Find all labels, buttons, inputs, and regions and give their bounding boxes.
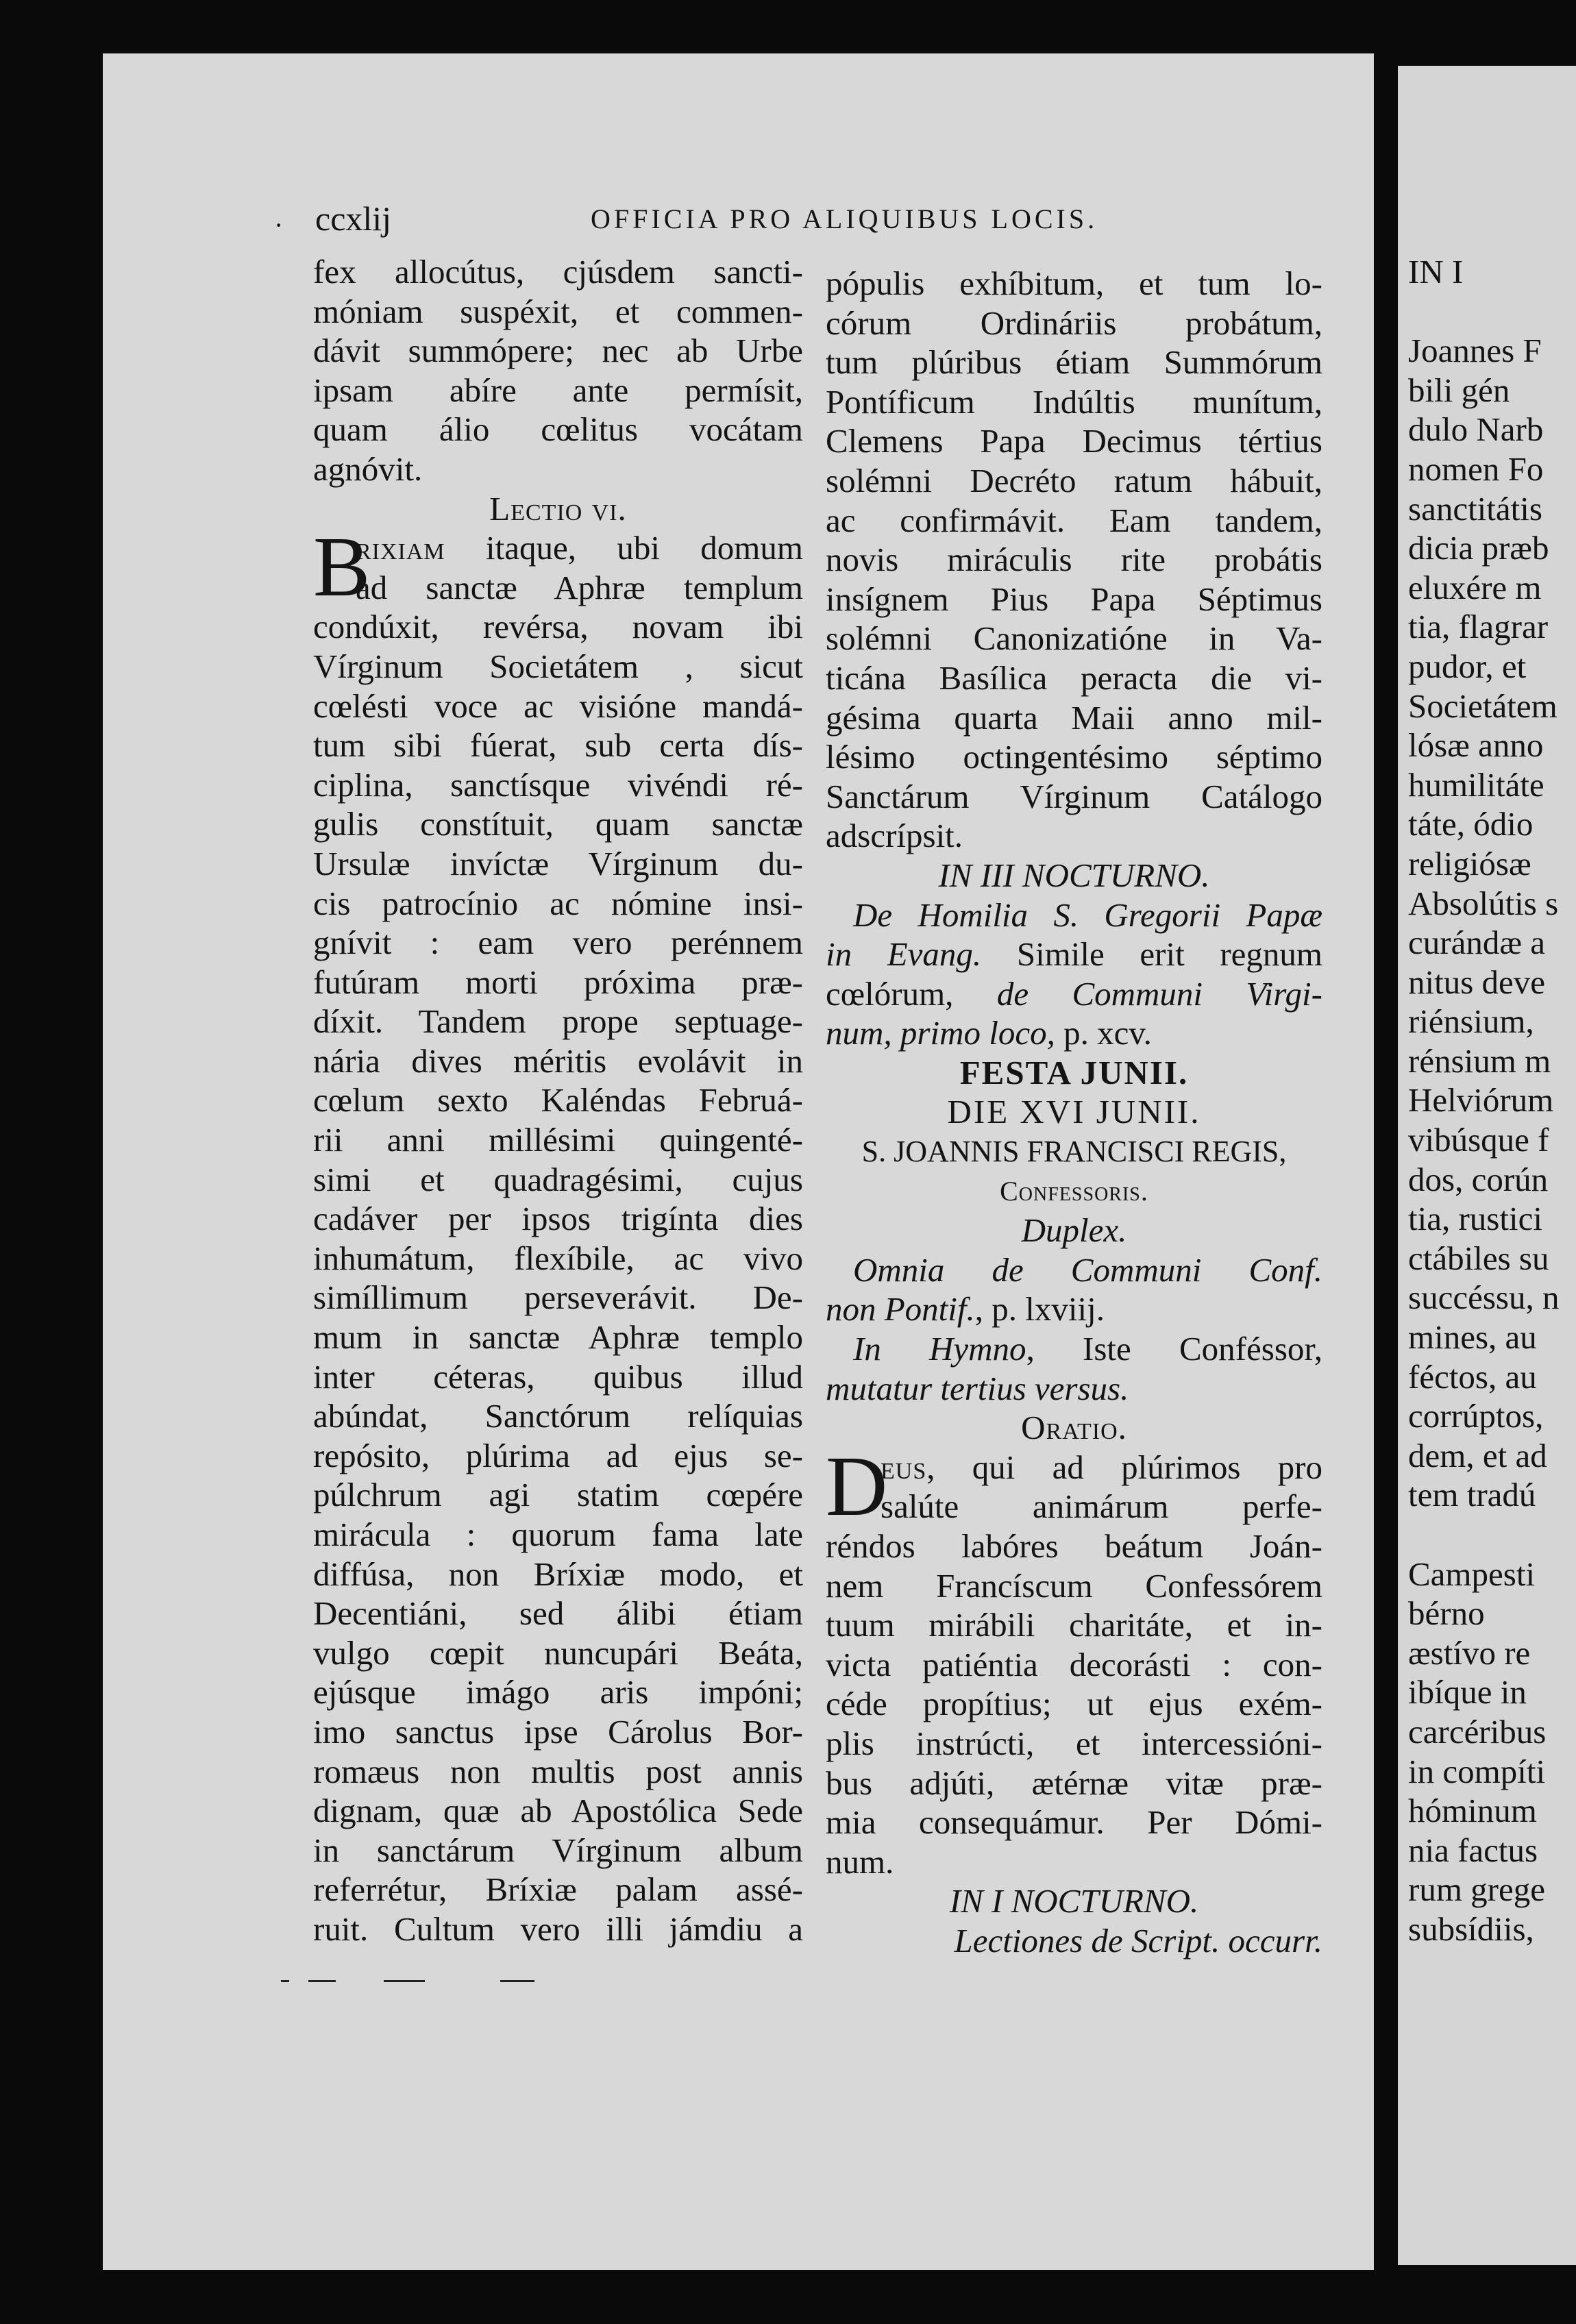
oratio-heading: Oratio. bbox=[1021, 1409, 1127, 1447]
rubric-common-cont: non Pontif. bbox=[826, 1290, 975, 1328]
text-line: nomen Fo bbox=[1408, 449, 1544, 488]
text-line: Sanctárum Vírginum Catálogo bbox=[826, 777, 1322, 815]
text-line: tia, rustici bbox=[1408, 1200, 1542, 1238]
text-line: dem, et ad bbox=[1408, 1436, 1547, 1474]
homily-incipit-cont: cœlórum, bbox=[826, 974, 997, 1013]
intro-paragraph bbox=[313, 252, 803, 489]
homily-page-ref: p. xcv. bbox=[1055, 1014, 1152, 1052]
text-line: dávit summópere; nec ab Urbe bbox=[313, 332, 803, 370]
text-line: gnívit : eam vero perénnem bbox=[313, 924, 803, 962]
lectio-continuation bbox=[826, 264, 1322, 856]
text-line: humilitáte bbox=[1408, 765, 1544, 804]
homily-source-cont: in Evang. bbox=[826, 935, 982, 974]
print-specks bbox=[281, 1980, 624, 1986]
text-line: rii anni millésimi quingenté- bbox=[313, 1121, 803, 1159]
text-line: Societátem bbox=[1408, 687, 1557, 725]
first-word: rixiam bbox=[356, 529, 445, 567]
left-column bbox=[313, 252, 803, 1949]
text-line: vulgo cœpit nuncupári Beáta, bbox=[313, 1633, 803, 1672]
rubric-line bbox=[826, 1329, 1322, 1369]
rubric-line bbox=[826, 1250, 1322, 1290]
text-line: gésima quarta Maii anno mil- bbox=[826, 698, 1322, 737]
text-line: victa patiéntia decorásti : con- bbox=[826, 1645, 1322, 1683]
nocturn-heading: IN III NOCTURNO. bbox=[938, 856, 1210, 894]
text-line: tuum mirábili charitáte, et in- bbox=[826, 1606, 1322, 1644]
text-line bbox=[313, 528, 803, 568]
text-line: táte, ódio bbox=[1408, 805, 1534, 843]
text-line: bérno bbox=[1408, 1594, 1485, 1633]
text-line: nitus deve bbox=[1408, 963, 1546, 1001]
text-line: céde propítius; ut ejus exém- bbox=[826, 1685, 1322, 1723]
text-line: fex allocútus, cjúsdem sancti- bbox=[313, 253, 803, 290]
text-line: mirácula : quorum fama late bbox=[313, 1516, 803, 1553]
homily-source: De Homilia S. Gregorii Papæ bbox=[853, 895, 1322, 934]
text-line: tem tradú bbox=[1408, 1476, 1536, 1514]
text-line: quam álio cœlitus vocátam bbox=[313, 410, 803, 449]
text-line: Clemens Papa Decimus tértius bbox=[826, 422, 1322, 460]
homily-common-ref: de Communi Virgi- bbox=[996, 974, 1322, 1013]
text-line: ejúsque imágo aris impóni; bbox=[313, 1673, 803, 1711]
text-line: púlchrum agi statim cœpére bbox=[313, 1476, 803, 1514]
text-line: nária dives méritis evolávit in bbox=[313, 1041, 803, 1080]
speck bbox=[500, 1980, 534, 1982]
homily-common-ref-cont: num, primo loco, bbox=[826, 1014, 1055, 1052]
text-line: riénsium, bbox=[1408, 1002, 1534, 1041]
text-line: pópulis exhíbitum, et tum lo- bbox=[826, 264, 1322, 302]
first-line-rest: , qui ad plúrimos pro bbox=[926, 1448, 1322, 1486]
text-line: cadáver per ipsos trigínta dies bbox=[313, 1200, 803, 1238]
running-head: OFFICIA PRO ALIQUIBUS LOCIS. bbox=[591, 203, 1098, 234]
text-line: féctos, au bbox=[1408, 1357, 1537, 1396]
text-line: Joannes F bbox=[1408, 332, 1542, 370]
dropcap-letter: B bbox=[313, 520, 371, 615]
facing-page-column bbox=[1408, 252, 1576, 1949]
lectio-heading: Lectio vi. bbox=[489, 489, 627, 528]
text-line: subsídiis, bbox=[1408, 1909, 1534, 1948]
text-line: simíllimum perseverávit. De- bbox=[313, 1278, 803, 1317]
text-line: corrúptos, bbox=[1408, 1397, 1544, 1435]
text-line: Campesti bbox=[1408, 1555, 1536, 1593]
text-line: bus adjúti, ætérnæ vitæ præ- bbox=[826, 1764, 1322, 1802]
rubric-line bbox=[826, 1289, 1322, 1329]
text-line: tum plúribus étiam Summórum bbox=[826, 343, 1322, 382]
text-line: dulo Narb bbox=[1408, 410, 1544, 449]
text-line: æstívo re bbox=[1408, 1633, 1531, 1672]
text-line: córum Ordináriis probátum, bbox=[826, 304, 1322, 342]
text-line: ipsam abíre ante permísit, bbox=[313, 371, 803, 409]
lectio-body bbox=[313, 607, 803, 1949]
text-line: novis miráculis rite probátis bbox=[826, 541, 1322, 579]
lectio-paragraph bbox=[313, 520, 803, 1949]
oratio-body bbox=[826, 1526, 1322, 1881]
text-line: futúram morti próxima præ- bbox=[313, 963, 803, 1001]
homily-line bbox=[826, 895, 1322, 935]
rubric-common: Omnia de Communi Conf. bbox=[853, 1250, 1322, 1289]
homily-line bbox=[826, 1013, 1322, 1053]
dropcap-letter: D bbox=[826, 1439, 888, 1534]
text-line: dos, corún bbox=[1408, 1160, 1549, 1198]
rubric-page-ref: , p. lxviij. bbox=[974, 1290, 1105, 1328]
feast-rank: Duplex. bbox=[1021, 1211, 1127, 1250]
text-line: romæus non multis post annis bbox=[313, 1752, 803, 1790]
text-line: Decentiáni, sed álibi étiam bbox=[313, 1594, 803, 1633]
text-line: mines, au bbox=[1408, 1318, 1537, 1357]
homily-incipit: Simile erit regnum bbox=[981, 935, 1322, 974]
text-line: tia, flagrar bbox=[1408, 608, 1549, 646]
text-line: ac confirmávit. Eam tandem, bbox=[826, 501, 1322, 539]
text-line: dignam, quæ ab Apostólica Sede bbox=[313, 1792, 803, 1830]
text-line: solémni Canonizatióne in Va- bbox=[826, 619, 1322, 658]
text-line: ciplina, sanctísque vivéndi ré- bbox=[313, 765, 803, 804]
text-line: repósito, plúrima ad ejus se- bbox=[313, 1436, 803, 1474]
text-line: lósæ anno bbox=[1408, 726, 1544, 765]
text-line: dicia præb bbox=[1408, 529, 1549, 567]
page-header bbox=[315, 199, 1370, 254]
text-line: imo sanctus ipse Cárolus Bor- bbox=[313, 1712, 803, 1751]
text-line: rénsium m bbox=[1408, 1041, 1551, 1080]
text-line: réndos labóres beátum Joán- bbox=[826, 1527, 1322, 1565]
feast-section-title: FESTA JUNII. bbox=[959, 1053, 1189, 1091]
text-line: mum in sanctæ Aphræ templo bbox=[313, 1318, 803, 1357]
text-line: Helviórum bbox=[1408, 1081, 1554, 1120]
text-line: vibúsque f bbox=[1408, 1121, 1549, 1159]
homily-line bbox=[826, 974, 1322, 1014]
speck bbox=[281, 1980, 289, 1982]
text-line: inter céteras, quibus illud bbox=[313, 1357, 803, 1396]
text-line: hóminum bbox=[1408, 1792, 1537, 1830]
text-line: inhumátum, flexíbile, ac vivo bbox=[313, 1239, 803, 1277]
text-line: pudor, et bbox=[1408, 647, 1527, 685]
text-line: carcéribus bbox=[1408, 1712, 1547, 1751]
text-line: abúndat, Sanctórum relíquias bbox=[313, 1397, 803, 1435]
speck bbox=[384, 1980, 425, 1982]
text-line: ad sanctæ Aphræ templum bbox=[356, 568, 803, 606]
rubric-line: mutatur tertius versus. bbox=[826, 1369, 1129, 1407]
text-line: cis patrocínio ac nómine insi- bbox=[313, 884, 803, 922]
text-line: sanctitátis bbox=[1408, 489, 1542, 528]
text-line: num. bbox=[826, 1842, 894, 1881]
text-line: diffúsa, non Bríxiæ modo, et bbox=[313, 1555, 803, 1593]
text-line bbox=[826, 1448, 1322, 1487]
text-line: condúxit, revérsa, novam ibi bbox=[313, 608, 803, 646]
saint-title: Confessoris. bbox=[1000, 1175, 1148, 1207]
text-line: ctábiles su bbox=[1408, 1239, 1549, 1277]
text-line: móniam suspéxit, et commen- bbox=[313, 292, 803, 330]
text-line bbox=[1408, 1515, 1576, 1555]
lessons-rubric: Lectiones de Script. occurr. bbox=[954, 1921, 1322, 1960]
text-line: rum grege bbox=[1408, 1870, 1545, 1909]
text-line: adscrípsit. bbox=[826, 817, 963, 855]
text-line: cœlum sexto Kaléndas Februá- bbox=[313, 1081, 803, 1120]
text-line: eluxére m bbox=[1408, 568, 1542, 606]
nocturn-heading: IN I NOCTURNO. bbox=[949, 1882, 1199, 1920]
text-line: Vírginum Societátem , sicut bbox=[313, 647, 803, 685]
text-line: ruit. Cultum vero illi jámdiu a bbox=[313, 1909, 803, 1948]
margin-dot: · bbox=[274, 210, 284, 240]
text-line bbox=[1408, 292, 1576, 332]
speck bbox=[308, 1980, 336, 1982]
rubric-hymn: In Hymno bbox=[853, 1330, 1026, 1368]
text-line: simi et quadragésimi, cujus bbox=[313, 1160, 803, 1198]
homily-line bbox=[826, 935, 1322, 974]
text-line: Ursulæ invíctæ Vírginum du- bbox=[313, 844, 803, 882]
text-line: referrétur, Bríxiæ palam assé- bbox=[313, 1870, 803, 1909]
text-line: cœlésti voce ac visióne mandá- bbox=[313, 687, 803, 725]
text-line: in sanctárum Vírginum album bbox=[313, 1831, 803, 1869]
text-line: ticána Basílica peracta die vi- bbox=[826, 658, 1322, 697]
text-line: solémni Decréto ratum hábuit, bbox=[826, 461, 1322, 499]
text-line: Pontíficum Indúltis munítum, bbox=[826, 382, 1322, 421]
text-line: nem Francíscum Confessórem bbox=[826, 1566, 1322, 1605]
text-line: mia consequámur. Per Dómi- bbox=[826, 1803, 1322, 1842]
text-line: bili gén bbox=[1408, 371, 1510, 409]
text-line: succéssu, n bbox=[1408, 1278, 1560, 1317]
text-line: díxit. Tandem prope septuage- bbox=[313, 1002, 803, 1041]
text-line: Absolútis s bbox=[1408, 884, 1559, 922]
feast-date: DIE XVI JUNII. bbox=[947, 1093, 1201, 1131]
saint-name: S. JOANNIS FRANCISCI REGIS, bbox=[861, 1135, 1287, 1169]
right-column bbox=[826, 264, 1322, 1961]
text-line: religiósæ bbox=[1408, 844, 1531, 882]
rubric-hymn-name: , Iste Conféssor, bbox=[1026, 1330, 1322, 1368]
text-line: salúte animárum perfe- bbox=[881, 1487, 1322, 1526]
text-line: IN I bbox=[1408, 253, 1464, 290]
text-line: ibíque in bbox=[1408, 1673, 1527, 1711]
text-line: agnóvit. bbox=[313, 449, 423, 488]
text-line: in compíti bbox=[1408, 1752, 1546, 1790]
text-line: insígnem Pius Papa Séptimus bbox=[826, 580, 1322, 618]
oratio-paragraph bbox=[826, 1439, 1322, 1882]
text-line: gulis constítuit, quam sanctæ bbox=[313, 805, 803, 843]
text-line: curándæ a bbox=[1408, 924, 1545, 962]
folio-number: ccxlij bbox=[315, 199, 392, 238]
first-word: eus bbox=[881, 1448, 927, 1486]
text-line: lésimo octingentésimo séptimo bbox=[826, 738, 1322, 776]
text-line: tum sibi fúerat, sub certa dís- bbox=[313, 726, 803, 765]
text-line: plis instrúcti, et intercessióni- bbox=[826, 1724, 1322, 1762]
text-line: nia factus bbox=[1408, 1831, 1538, 1869]
first-line-rest: itaque, ubi domum bbox=[445, 529, 803, 567]
